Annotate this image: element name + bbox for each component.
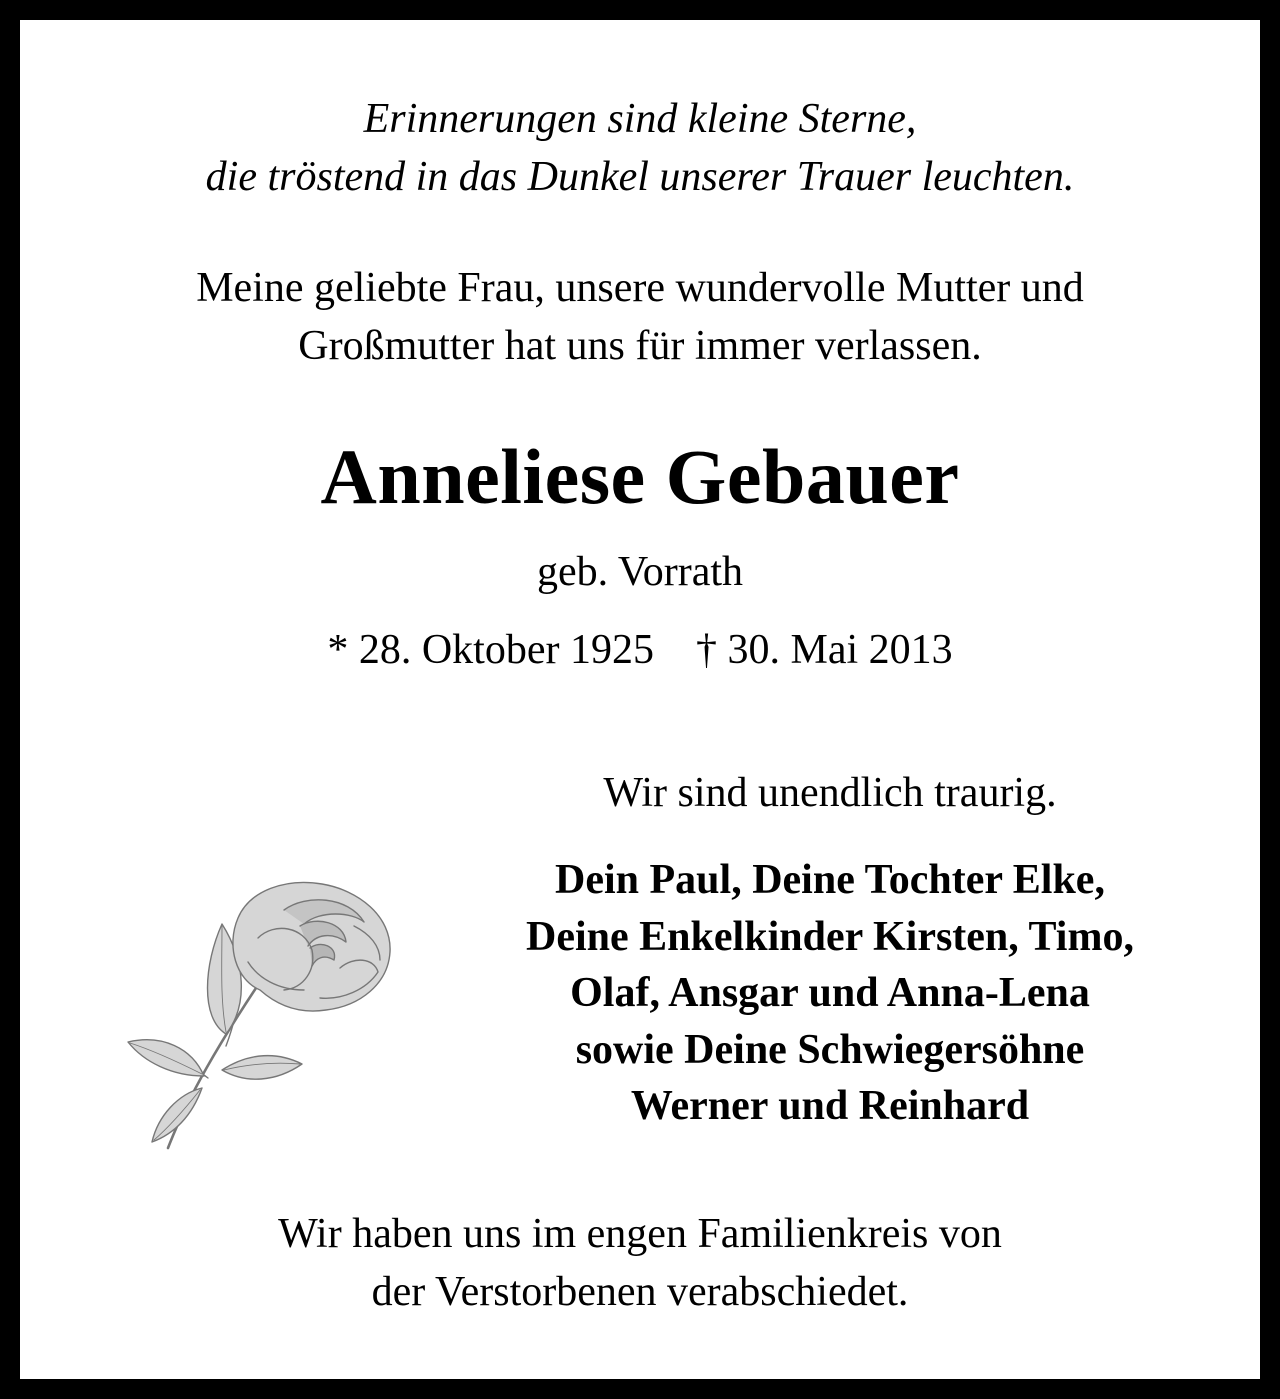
signers-line-3: Olaf, Ansgar und Anna-Lena: [570, 970, 1090, 1016]
motto-line-2: die tröstend in das Dunkel unserer Trauer leuchten.: [205, 154, 1075, 200]
birth-date: * 28. Oktober 1925: [327, 627, 654, 673]
intro-line-2: Großmutter hat uns für immer verlassen.: [298, 323, 982, 369]
signers-line-5: Werner und Reinhard: [630, 1083, 1030, 1129]
signers-line-2: Deine Enkelkinder Kirsten, Timo,: [526, 913, 1134, 960]
intro-line-1: Meine geliebte Frau, unsere wundervolle Mutter und: [196, 265, 1084, 311]
obituary-notice: [20, 20, 1260, 1379]
motto-line-1: Erinnerungen sind kleine Sterne,: [363, 96, 917, 142]
birth-name: geb. Vorrath: [536, 549, 744, 595]
closing-line-1: Wir haben uns im engen Familienkreis von: [278, 1211, 1002, 1257]
signers-line-4: sowie Deine Schwiegersöhne: [575, 1026, 1085, 1073]
rose-icon: [108, 866, 398, 1156]
life-dates: [20, 624, 1260, 676]
sentiment-line: Wir sind unendlich traurig.: [603, 770, 1057, 816]
closing-line-2: der Verstorbenen verabschiedet.: [371, 1269, 909, 1315]
death-date: † 30. Mai 2013: [695, 627, 953, 673]
signers-line-1: Dein Paul, Deine Tochter Elke,: [555, 857, 1105, 903]
signers-block: [420, 852, 1240, 1135]
deceased-name: Anneliese Gebauer: [320, 433, 960, 520]
